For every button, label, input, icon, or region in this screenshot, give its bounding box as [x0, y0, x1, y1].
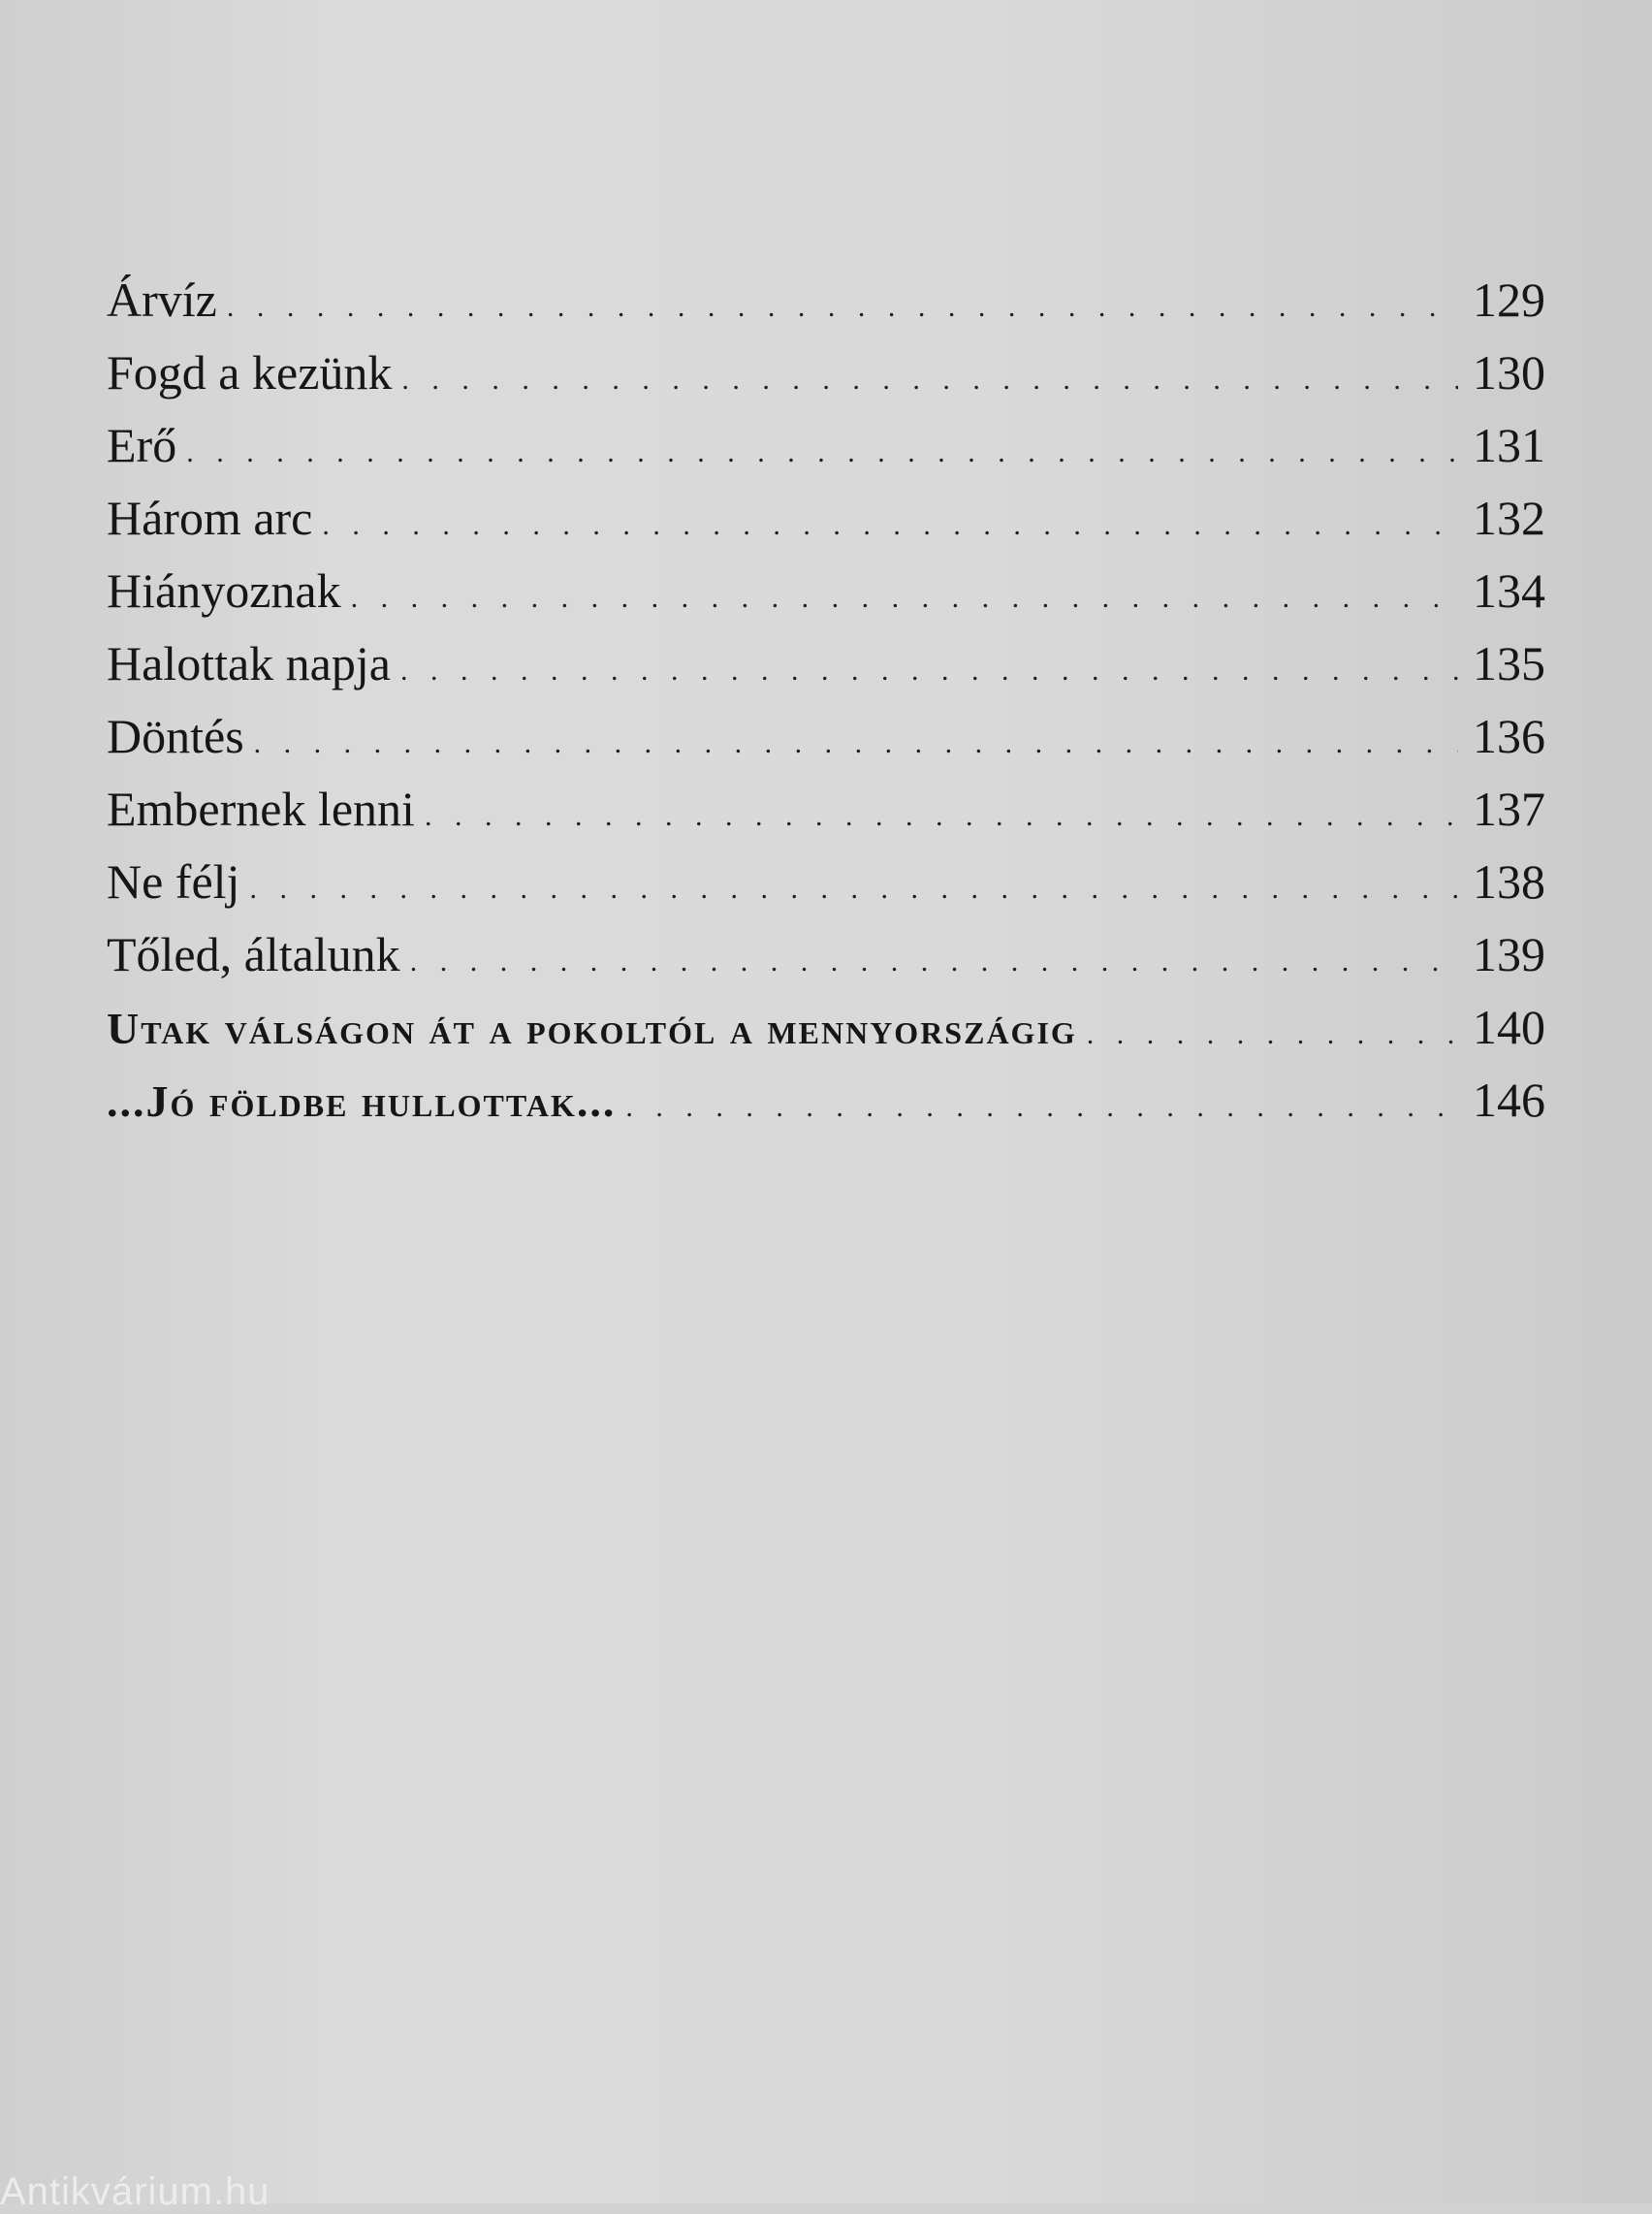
- toc-entry-page: 138: [1473, 854, 1545, 909]
- dot-leader: [227, 271, 1458, 343]
- toc-entry: [107, 846, 1545, 918]
- toc-entry-page: 131: [1473, 418, 1545, 472]
- dot-leader: [401, 343, 1458, 416]
- toc-entry: [107, 409, 1545, 482]
- toc-entry-title: Döntés: [107, 709, 244, 763]
- toc-entry-page: 136: [1473, 709, 1545, 763]
- dot-leader: [400, 634, 1458, 707]
- dot-leader: [351, 562, 1458, 634]
- toc-entry-page: 137: [1473, 782, 1545, 836]
- toc-section-title: Utak válságon át a pokoltól a mennyországig: [107, 1004, 1077, 1053]
- toc-entry: [107, 337, 1545, 409]
- dot-leader: [254, 707, 1458, 780]
- toc-entry: [107, 482, 1545, 555]
- toc-entry: [107, 700, 1545, 773]
- toc-entry-page: 129: [1473, 273, 1545, 327]
- toc-entry-title: Embernek lenni: [107, 782, 415, 836]
- toc-entry-title: Ne félj: [107, 854, 240, 909]
- toc-section-title: ...Jó földbe hullottak...: [107, 1076, 617, 1126]
- toc-entry: [107, 264, 1545, 337]
- toc-entry-title: Halottak napja: [107, 636, 391, 690]
- toc-section-page: 146: [1473, 1073, 1545, 1127]
- toc-section-entry: [107, 991, 1545, 1064]
- toc-entry: [107, 918, 1545, 991]
- toc-entry-title: Tőled, általunk: [107, 927, 400, 981]
- dot-leader: [322, 489, 1458, 562]
- table-of-contents: [107, 264, 1545, 1137]
- dot-leader: [186, 416, 1458, 489]
- toc-section-entry: [107, 1064, 1545, 1137]
- toc-entry-title: Három arc: [107, 491, 313, 545]
- dot-leader: [625, 1071, 1458, 1143]
- toc-entry-page: 130: [1473, 345, 1545, 400]
- toc-section-page: 140: [1473, 1000, 1545, 1054]
- toc-entry-title: Erő: [107, 418, 177, 472]
- dot-leader: [410, 925, 1458, 998]
- toc-entry-page: 139: [1473, 927, 1545, 981]
- watermark-text: Antikvárium.hu: [0, 2170, 270, 2213]
- toc-entry-title: Árvíz: [107, 273, 217, 327]
- toc-entry-page: 135: [1473, 636, 1545, 690]
- dot-leader: [249, 852, 1458, 925]
- toc-entry: [107, 555, 1545, 627]
- dot-leader: [425, 780, 1458, 852]
- dot-leader: [1087, 998, 1458, 1071]
- toc-entry-page: 134: [1473, 563, 1545, 618]
- toc-entry-title: Hiányoznak: [107, 563, 341, 618]
- toc-entry: [107, 773, 1545, 846]
- toc-entry-title: Fogd a kezünk: [107, 345, 393, 400]
- toc-entry: [107, 627, 1545, 700]
- toc-entry-page: 132: [1473, 491, 1545, 545]
